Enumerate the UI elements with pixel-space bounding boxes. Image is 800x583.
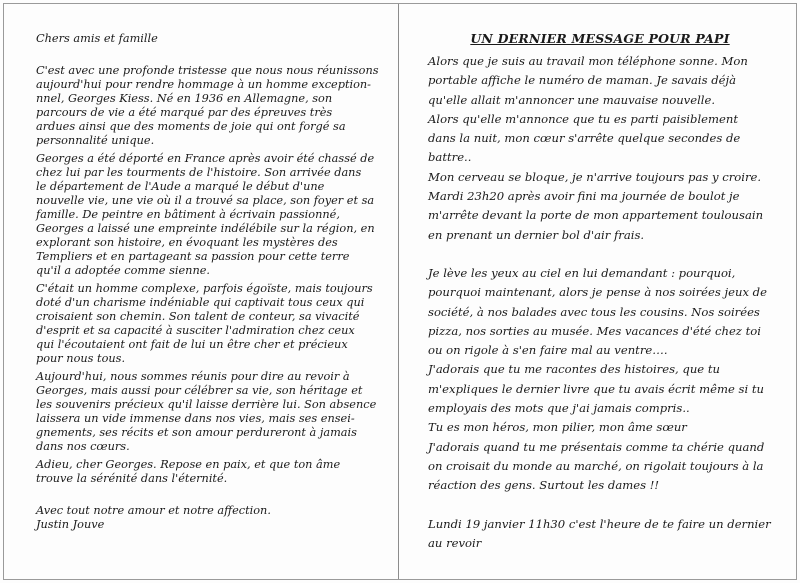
message-paragraph-line: pourquoi maintenant, alors je pense à nos soirées jeux de xyxy=(428,285,767,300)
message-text xyxy=(428,52,772,553)
tribute-paragraph-1 xyxy=(36,64,379,148)
tribute-paragraph-line: les souvenirs précieux qu'il laisse derrière lui. Son absence xyxy=(36,398,377,411)
tribute-paragraph-line: Georges, mais aussi pour célébrer sa vie, son héritage et xyxy=(36,384,363,397)
tribute-paragraph-line: laissera un vide immense dans nos vies, mais ses ensei- xyxy=(36,412,355,425)
fold-divider xyxy=(398,4,399,579)
message-paragraph-line: m'expliques le dernier livre que tu avais écrit même si tu xyxy=(428,381,764,396)
tribute-paragraph-2 xyxy=(36,152,376,278)
tribute-paragraph-line: qu'il a adoptée comme sienne. xyxy=(36,264,211,277)
right-page xyxy=(428,30,772,572)
tribute-paragraph-line: doté d'un charisme indéniable qui captivait tous ceux qui xyxy=(36,296,365,309)
message-paragraph-line: qu'elle allait m'annoncer une mauvaise nouvelle. xyxy=(428,92,716,107)
message-title: UN DERNIER MESSAGE POUR PAPI xyxy=(470,31,730,46)
tribute-paragraph-line: qui l'écoutaient ont fait de lui un être cher et précieux xyxy=(36,338,348,351)
tribute-paragraph-line: Georges a été déporté en France après avoir été chassé de xyxy=(36,152,375,165)
left-page xyxy=(36,32,379,532)
tribute-paragraph-line: explorant son histoire, en évoquant les mystères des xyxy=(36,236,338,249)
message-paragraph-line: société, à nos balades avec tous les cousins. Nos soirées xyxy=(428,304,760,319)
message-paragraph-line: employais des mots que j'ai jamais compris.. xyxy=(428,401,690,416)
message-paragraph-3 xyxy=(428,515,772,554)
message-paragraph-line: on croisait du monde au marché, on rigolait toujours à la xyxy=(428,458,764,473)
message-paragraph-1 xyxy=(428,52,772,245)
message-paragraph-line: en prenant un dernier bol d'air frais. xyxy=(428,227,645,242)
tribute-paragraph-line: Templiers et en partageant sa passion pour cette terre xyxy=(36,250,350,263)
tribute-paragraph-line: trouve la sérénité dans l'éternité. xyxy=(36,472,228,485)
message-paragraph-line: ou on rigole à s'en faire mal au ventre…. xyxy=(428,343,668,358)
tribute-paragraph-5 xyxy=(36,458,376,486)
tribute-paragraph-line: aujourd'hui pour rendre hommage à un homme exception- xyxy=(36,78,371,91)
message-paragraph-line: portable affiche le numéro de maman. Je savais déjà xyxy=(428,73,737,88)
tribute-text xyxy=(36,64,379,486)
message-paragraph-line: Je lève les yeux au ciel en lui demandant : pourquoi, xyxy=(428,265,736,280)
message-paragraph-line: Tu es mon héros, mon pilier, mon âme sœur xyxy=(428,420,687,435)
message-paragraph-line: réaction des gens. Surtout les dames !! xyxy=(428,478,660,493)
tribute-paragraph-line: parcours de vie a été marqué par des épreuves très xyxy=(36,106,333,119)
message-paragraph-2 xyxy=(428,264,772,496)
greeting: Chers amis et famille xyxy=(36,32,158,45)
tribute-paragraph-3 xyxy=(36,282,376,366)
tribute-paragraph-line: pour nous tous. xyxy=(36,352,126,365)
tribute-paragraph-line: C'était un homme complexe, parfois égoïste, mais toujours xyxy=(36,282,373,295)
tribute-paragraph-line: nnel, Georges Kiess. Né en 1936 en Allemagne, son xyxy=(36,92,333,105)
message-paragraph-line: dans la nuit, mon cœur s'arrête quelque secondes de xyxy=(428,131,741,146)
tribute-paragraph-4 xyxy=(36,370,376,454)
message-paragraph-line: Lundi 19 janvier 11h30 c'est l'heure de te faire un dernier xyxy=(428,516,771,531)
tribute-paragraph-line: C'est avec une profonde tristesse que nous nous réunissons xyxy=(36,64,379,77)
message-paragraph-line: Alors qu'elle m'annonce que tu es parti paisiblement xyxy=(428,111,738,126)
tribute-paragraph-line: ardues ainsi que des moments de joie qui ont forgé sa xyxy=(36,120,346,133)
tribute-paragraph-line: famille. De peintre en bâtiment à écrivain passionné, xyxy=(36,208,340,221)
message-paragraph-line: Mon cerveau se bloque, je n'arrive toujours pas y croire. xyxy=(428,169,762,184)
message-paragraph-line: J'adorais quand tu me présentais comme ta chérie quand xyxy=(428,439,765,454)
signature: Justin Jouve xyxy=(36,518,105,531)
tribute-paragraph-line: dans nos cœurs. xyxy=(36,440,130,453)
message-paragraph-line: Alors que je suis au travail mon téléphone sonne. Mon xyxy=(428,54,748,68)
tribute-paragraph-line: nouvelle vie, une vie où il a trouvé sa place, son foyer et sa xyxy=(36,194,375,207)
message-paragraph-line: m'arrête devant la porte de mon appartement toulousain xyxy=(428,208,764,223)
closing-line: Avec tout notre amour et notre affection. xyxy=(36,504,271,517)
message-paragraph-line: J'adorais que tu me racontes des histoires, que tu xyxy=(428,362,720,377)
message-paragraph-line: Mardi 23h20 après avoir fini ma journée de boulot je xyxy=(428,189,740,204)
tribute-paragraph-line: gnements, ses récits et son amour perdureront à jamais xyxy=(36,426,357,439)
message-paragraph-line: battre.. xyxy=(428,150,472,165)
tribute-paragraph-line: le département de l'Aude a marqué le début d'une xyxy=(36,180,325,193)
tribute-paragraph-line: Aujourd'hui, nous sommes réunis pour dire au revoir à xyxy=(36,370,350,383)
tribute-paragraph-line: d'esprit et sa capacité à susciter l'admiration chez ceux xyxy=(36,324,355,337)
tribute-paragraph-line: Georges a laissé une empreinte indélébile sur la région, en xyxy=(36,222,375,235)
tribute-paragraph-line: croisaient son chemin. Son talent de conteur, sa vivacité xyxy=(36,310,360,323)
message-paragraph-line: au revoir xyxy=(428,535,482,550)
tribute-paragraph-line: Adieu, cher Georges. Repose en paix, et que ton âme xyxy=(36,458,341,471)
tribute-paragraph-line: chez lui par les tourments de l'histoire. Son arrivée dans xyxy=(36,166,362,179)
tribute-paragraph-line: personnalité unique. xyxy=(36,134,155,147)
message-paragraph-line: pizza, nos sorties au musée. Mes vacances d'été chez toi xyxy=(428,323,761,338)
